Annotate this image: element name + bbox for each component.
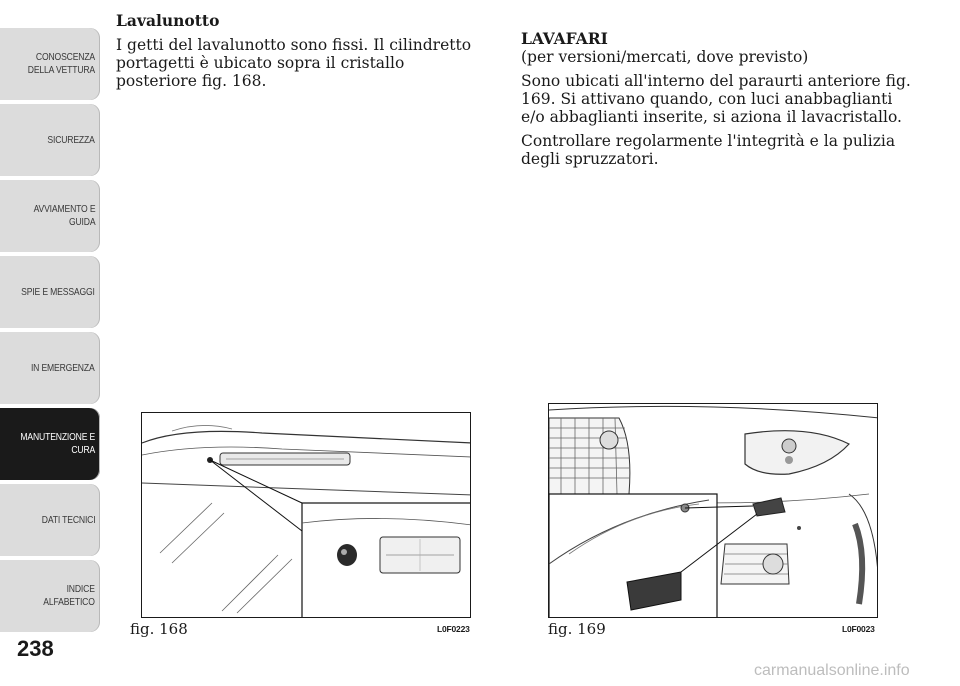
watermark: carmanualsonline.info: [754, 662, 910, 679]
tab-indice-alfabetico[interactable]: INDICE ALFABETICO: [0, 560, 100, 632]
rear-washer-illustration: [142, 413, 471, 618]
figure-169-headlamp-washer: [548, 403, 878, 618]
section-heading-lavafari: LAVAFARI: [521, 29, 608, 48]
tab-sicurezza[interactable]: SICUREZZA: [0, 104, 100, 176]
tab-dati-tecnici[interactable]: DATI TECNICI: [0, 484, 100, 556]
left-column: [116, 12, 486, 96]
lavalunotto-paragraph: I getti del lavalunotto sono fissi. Il cilindretto portagetti è ubicato sopra il cristallo posteriore fig. 168.: [116, 36, 472, 90]
lavafari-subheading: (per versioni/mercati, dove previsto): [521, 48, 809, 66]
tab-in-emergenza[interactable]: IN EMERGENZA: [0, 332, 100, 404]
lavafari-paragraph-2: Controllare regolarmente l'integrità e la pulizia degli spruzzatori.: [521, 132, 896, 168]
lavafari-paragraph-1: Sono ubicati all'interno del paraurti anteriore fig. 169. Si attivano quando, con luci anabbaglianti e/o abbaglianti inserite, si aziona il lavacristallo.: [521, 72, 911, 126]
figure-169-caption: fig. 169: [548, 620, 606, 638]
figure-168-code: L0F0223: [437, 624, 470, 634]
tab-manutenzione-e-cura[interactable]: MANUTENZIONE E CURA: [0, 408, 100, 480]
headlamp-washer-illustration: [549, 404, 878, 618]
tab-avviamento-e-guida[interactable]: AVVIAMENTO E GUIDA: [0, 180, 100, 252]
tab-conoscenza-della-vettura[interactable]: CONOSCENZA DELLA VETTURA: [0, 28, 100, 100]
page-number: 238: [17, 636, 54, 661]
figure-168-caption: fig. 168: [130, 620, 188, 638]
figure-168-rear-washer: [141, 412, 471, 618]
right-column: [521, 30, 911, 174]
section-heading-lavalunotto: Lavalunotto: [116, 11, 220, 30]
tab-spie-e-messaggi[interactable]: SPIE E MESSAGGI: [0, 256, 100, 328]
figure-169-code: L0F0023: [842, 624, 875, 634]
